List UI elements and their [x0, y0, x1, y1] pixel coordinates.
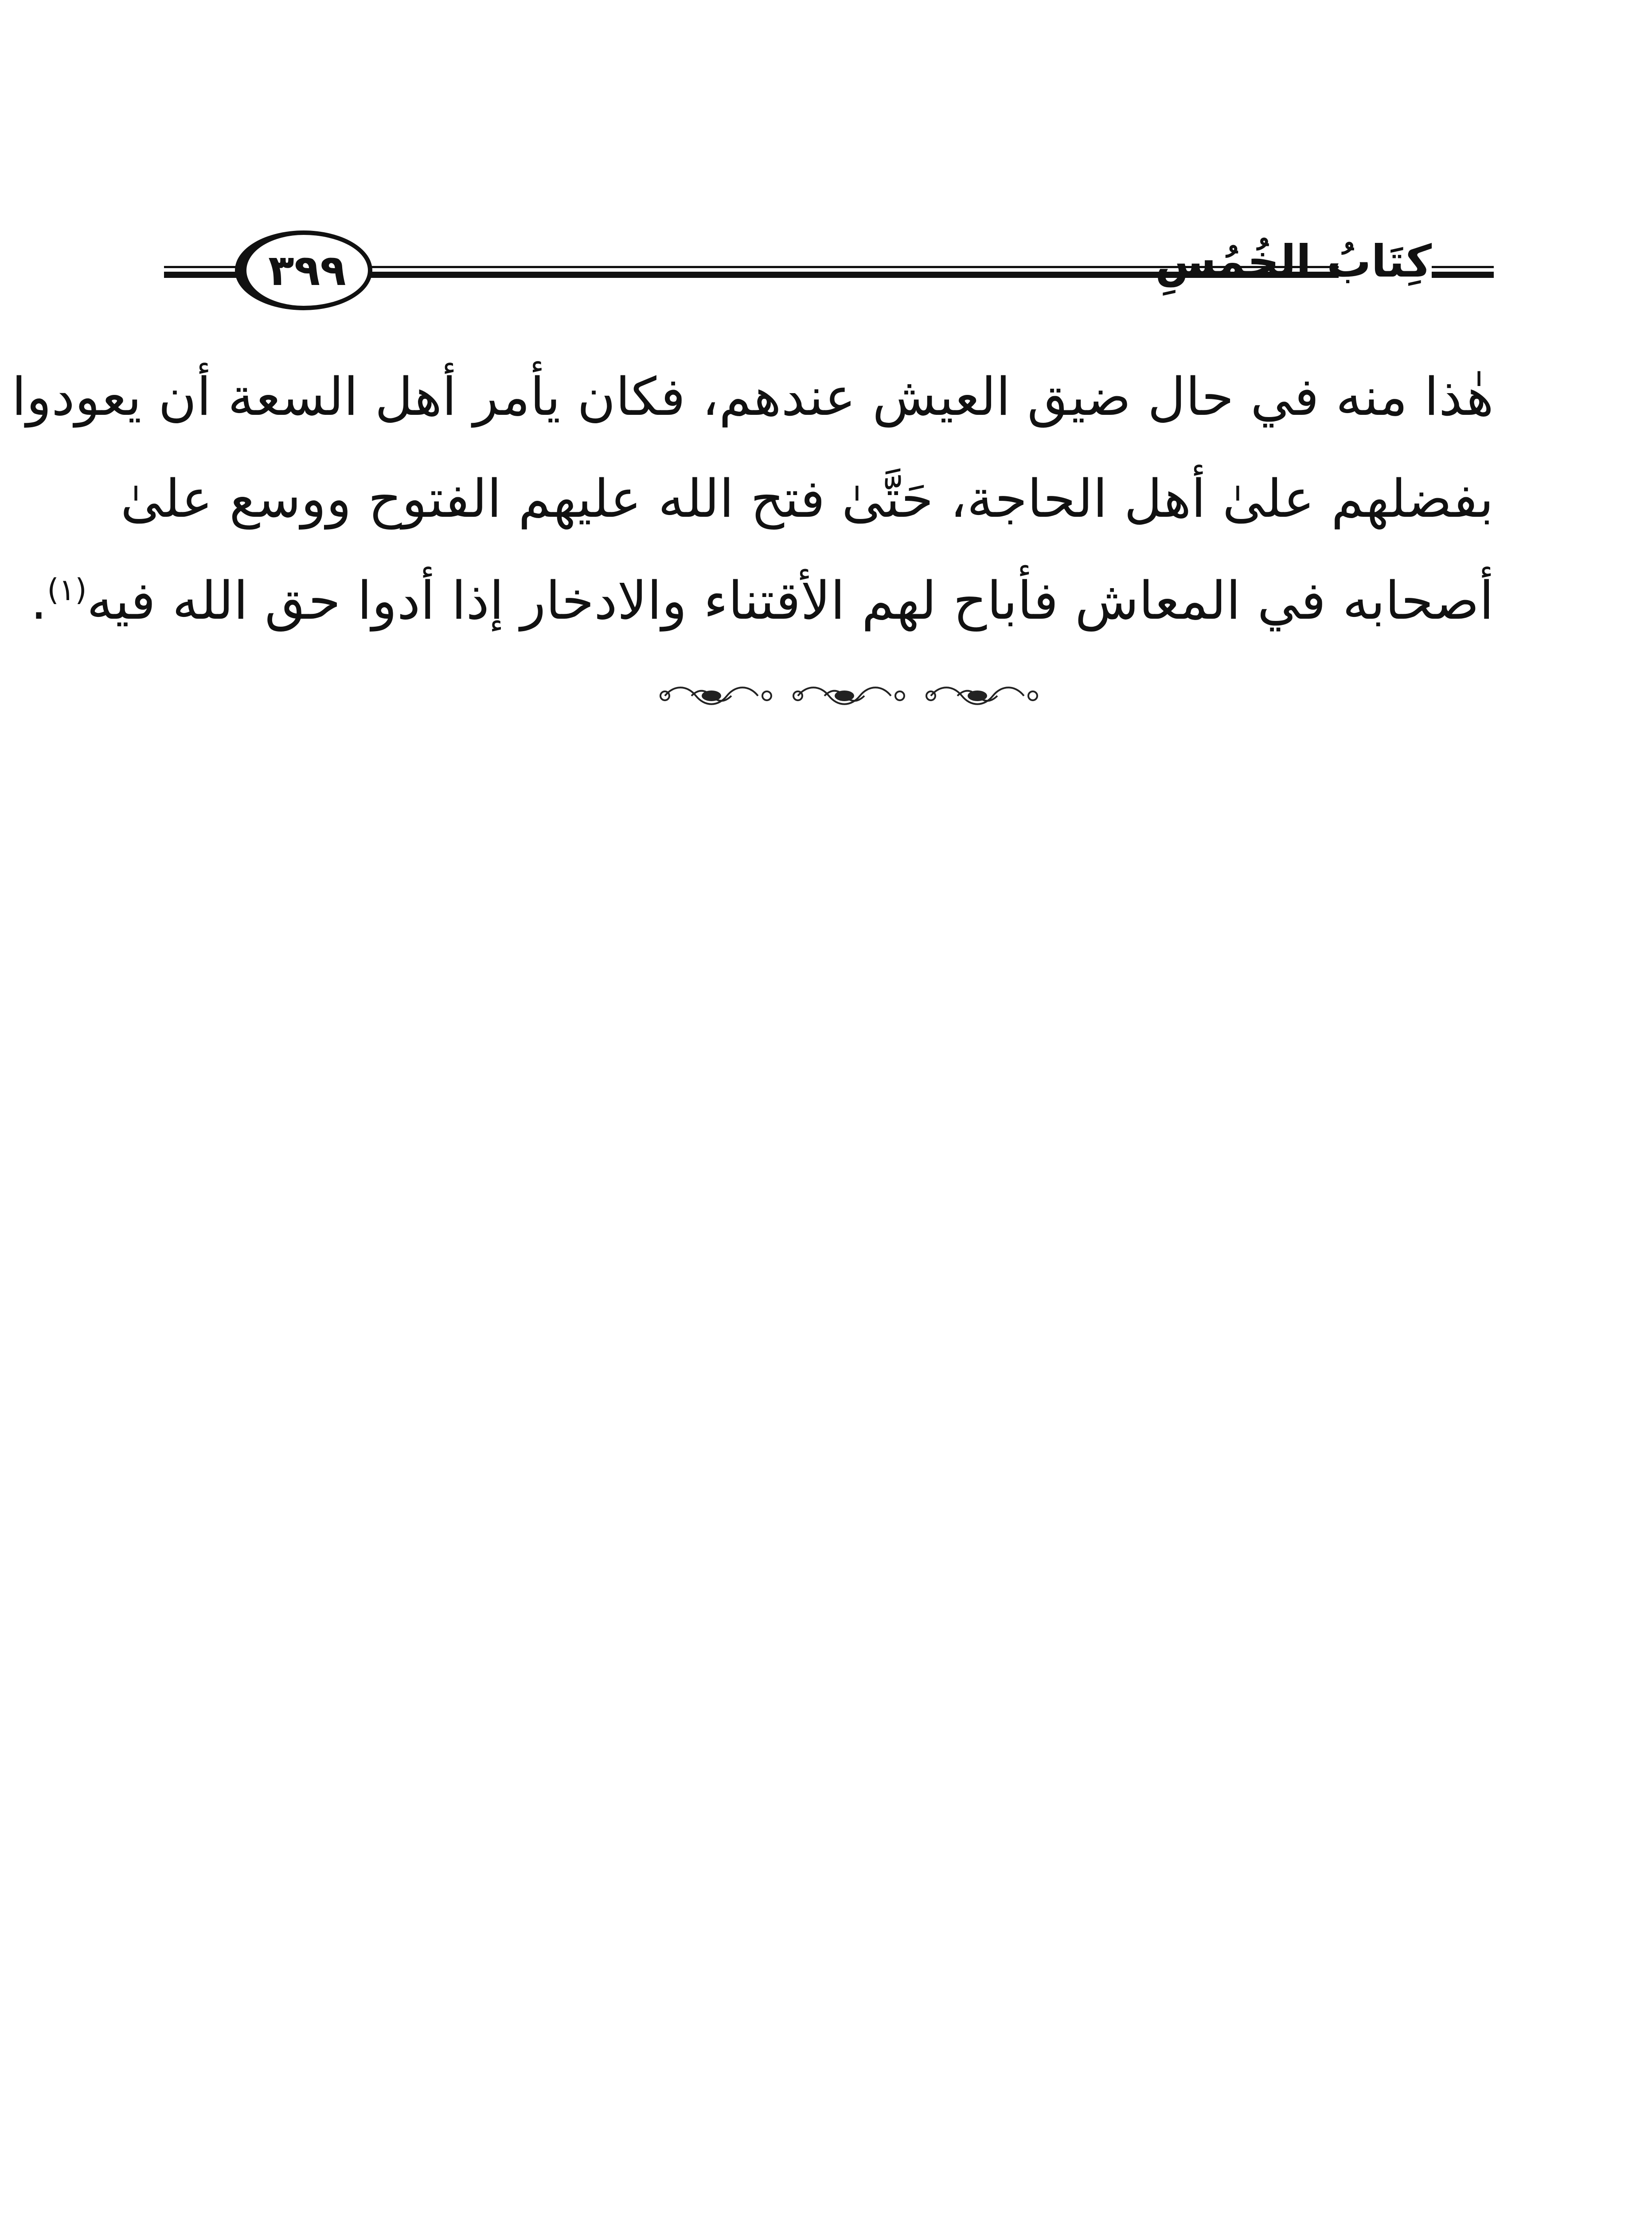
footnote-reference: (١) — [47, 573, 87, 608]
text-line-1: هٰذا منه في حال ضيق العيش عندهم، فكان يأمر أهل السعة أن يعودوا — [12, 366, 1494, 427]
floral-divider-icon — [656, 676, 1055, 716]
page-number-badge — [235, 230, 372, 310]
text-line-3-content: أصحابه في المعاش فأباح لهم الأقتناء والادخار إذا أدوا حق الله فيه — [86, 570, 1494, 631]
running-title: كِتَابُ الخُمُسِ — [1155, 235, 1432, 287]
page-header — [164, 222, 1494, 328]
text-line-2: بفضلهم علىٰ أهل الحاجة، حَتَّىٰ فتح الله عليهم الفتوح ووسع علىٰ — [120, 468, 1494, 529]
page-number: ٣٩٩ — [268, 246, 346, 295]
final-punctuation: . — [30, 570, 47, 631]
main-text — [12, 346, 1494, 652]
header-rule-right-stub — [1432, 266, 1494, 278]
text-line-3 — [30, 550, 1494, 652]
